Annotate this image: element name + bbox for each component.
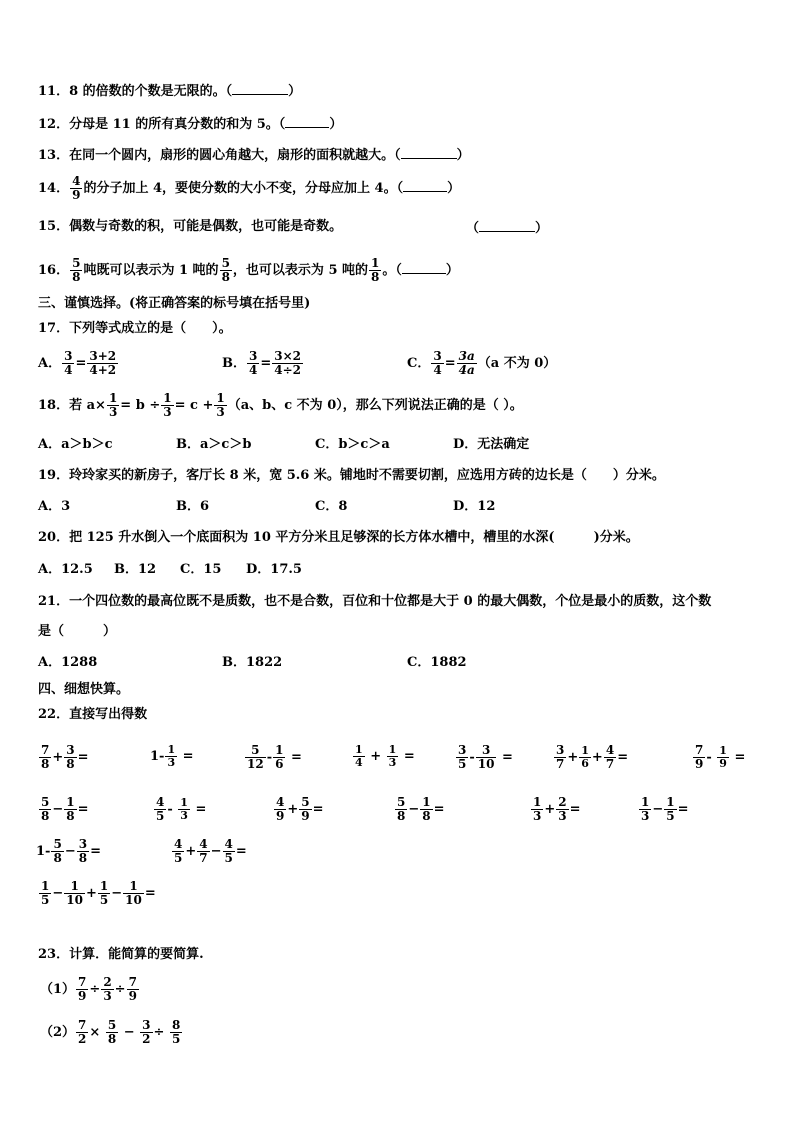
fraction: [457, 350, 477, 377]
operator: −: [652, 802, 664, 817]
denominator: 9: [301, 809, 310, 823]
question-14-text: 的分子加上 4，要使分数的大小不变，分母应加上 4。（: [83, 181, 404, 196]
equals-sign: =: [677, 802, 689, 817]
close-paren: ）: [329, 117, 343, 132]
fraction: [223, 838, 235, 865]
question-15: [38, 219, 342, 235]
denominator: 8: [422, 809, 431, 823]
denominator: 5: [224, 851, 233, 865]
operator: −: [52, 802, 64, 817]
fraction: [274, 796, 286, 823]
question-18: [38, 392, 523, 419]
fraction: [456, 744, 468, 771]
operator: -: [469, 750, 475, 765]
denominator: 10: [125, 893, 142, 907]
numerator: 1: [108, 391, 118, 405]
expr-14: [36, 838, 101, 865]
equals-sign: =: [182, 749, 194, 764]
text-segment: ，也可以表示为 5 吨的: [232, 263, 369, 278]
numerator: 7: [78, 975, 87, 989]
operator: +: [85, 886, 97, 901]
numerator: 1: [99, 879, 109, 893]
denominator: 3: [641, 809, 650, 823]
fraction: [639, 796, 651, 823]
denominator: 10: [66, 893, 83, 907]
fraction: [197, 838, 209, 865]
numerator: 1: [641, 795, 650, 809]
denominator: 2: [78, 1032, 87, 1046]
fraction: [664, 796, 676, 823]
operator: −: [111, 886, 123, 901]
question-20: 20．把 125 升水倒入一个底面积为 10 平方分米且足够深的长方体水槽中，槽里的水深( )分米。: [38, 530, 639, 545]
numerator: 3: [433, 349, 442, 363]
numerator: 5: [41, 795, 50, 809]
question-15-answer: [466, 219, 548, 237]
question-21: 21．一个四位数的最高位既不是质数，也不是合数，百位和十位都是大于 0 的最大偶数，个位是最小的质数，这个数: [38, 594, 712, 609]
expr-18: [40, 1019, 183, 1046]
option-21-b[interactable]: B．1822: [222, 655, 283, 670]
question-22: 22．直接写出得数: [38, 707, 148, 722]
denominator: 4a: [458, 363, 475, 377]
denominator: 8: [66, 757, 75, 771]
numerator: 1: [371, 256, 380, 270]
operator: ÷: [114, 982, 126, 997]
numerator: 3: [66, 743, 75, 757]
denominator: 4: [355, 756, 363, 769]
question-15-text: 15．偶数与奇数的积，可能是偶数，也可能是奇数。: [38, 219, 343, 234]
fraction: [39, 744, 51, 771]
operator: ×: [89, 1025, 101, 1040]
question-11: [38, 82, 301, 100]
close-paren: ）: [288, 84, 302, 99]
numerator: 4: [224, 837, 233, 851]
fraction: [431, 350, 443, 377]
denominator: 2: [142, 1032, 151, 1046]
numerator: 3: [476, 744, 497, 758]
option-21-c[interactable]: C．1882: [407, 655, 467, 670]
fraction: [39, 796, 51, 823]
equals-sign: =: [144, 886, 156, 901]
denominator: 10: [477, 757, 495, 771]
fraction: [77, 838, 89, 865]
denominator: 4÷2: [274, 363, 302, 377]
answer-blank[interactable]: [401, 146, 457, 159]
numerator: 1: [66, 795, 75, 809]
operator: ÷: [89, 982, 101, 997]
numerator: 1: [167, 743, 176, 756]
option-18-b[interactable]: B．a＞c＞b: [176, 437, 252, 452]
question-14: [38, 175, 460, 202]
fraction: [123, 880, 144, 907]
item-number: （1）: [40, 982, 76, 997]
answer-blank[interactable]: [285, 115, 329, 128]
operator: -: [706, 750, 712, 765]
numerator: 1: [719, 744, 727, 757]
numerator: 3: [78, 837, 88, 851]
option-20-c[interactable]: C．15: [180, 562, 222, 577]
question-19: 19．玲玲家买的新房子，客厅长 8 米，宽 5.6 米。铺地时不需要切割，应选用方砖的边长是（ ）分米。: [38, 468, 665, 483]
expr-9: [153, 796, 206, 823]
denominator: 3: [558, 809, 567, 823]
denominator: 7: [605, 757, 615, 771]
numerator: 1: [533, 795, 542, 809]
fraction: [353, 744, 365, 769]
denominator: 4: [433, 363, 442, 377]
expr-5: [455, 744, 513, 771]
option-18-a[interactable]: A．a＞b＞c: [38, 437, 113, 452]
denominator: 3: [108, 405, 118, 419]
fraction: [273, 744, 285, 771]
question-11-text: 11．8 的倍数的个数是无限的。（: [38, 84, 233, 99]
operand: 1-: [150, 749, 165, 764]
denominator: 5: [666, 809, 675, 823]
expr-11: [394, 796, 445, 823]
numerator: 1: [216, 391, 225, 405]
denominator: 12: [247, 757, 264, 771]
denominator: 9: [128, 989, 137, 1003]
numerator: 5: [397, 795, 406, 809]
numerator: 3: [249, 349, 258, 363]
equals-sign: =: [569, 802, 581, 817]
numerator: 1: [163, 391, 172, 405]
denominator: 8: [371, 270, 380, 284]
denominator: 3: [216, 405, 225, 419]
option-19-d[interactable]: D．12: [453, 499, 496, 514]
section-4-heading: 四、细想快算。: [38, 682, 130, 697]
operator: −: [123, 1025, 135, 1040]
expr-2: [150, 744, 194, 769]
equals-sign: =: [291, 750, 302, 765]
operator: -: [167, 802, 173, 817]
question-12: [38, 115, 342, 133]
denominator: 8: [72, 270, 81, 284]
denominator: 6: [581, 757, 589, 770]
option-17-b[interactable]: [222, 350, 304, 377]
numerator: 1: [275, 743, 284, 757]
expr-15: [171, 838, 247, 865]
fraction: [272, 350, 303, 377]
item-number: （2）: [40, 1025, 76, 1040]
question-number: 18．若 a×: [38, 398, 106, 413]
equals-sign: =: [617, 750, 629, 765]
section-3-heading: 三、谨慎选择。(将正确答案的标号填在括号里): [38, 296, 311, 311]
numerator: 1: [123, 880, 144, 894]
expr-13: [638, 796, 689, 823]
option-20-a[interactable]: A．12.5: [38, 562, 93, 577]
equals-sign: =: [260, 356, 272, 371]
answer-blank[interactable]: [402, 261, 446, 274]
operator: −: [64, 844, 76, 859]
numerator: 1: [64, 880, 85, 894]
denominator: 5: [171, 1032, 181, 1046]
operator: -: [266, 750, 273, 765]
expr-12: [530, 796, 581, 823]
fraction: [154, 796, 166, 823]
fraction: [64, 796, 76, 823]
operator: +: [567, 750, 579, 765]
option-18-d[interactable]: D．无法确定: [453, 437, 530, 452]
denominator: 3: [388, 756, 397, 769]
numerator: 1: [422, 795, 431, 809]
equals-sign: =: [235, 844, 247, 859]
equals-sign: =: [312, 802, 324, 817]
expr-10: [273, 796, 324, 823]
question-17: 17．下列等式成立的是（ ）。: [38, 321, 232, 336]
numerator: 4: [276, 795, 285, 809]
fraction: [299, 796, 311, 823]
option-19-b[interactable]: B．6: [176, 499, 210, 514]
option-18-c[interactable]: C．b＞c＞a: [315, 437, 390, 452]
equals-sign: =: [77, 802, 89, 817]
fraction: [395, 796, 407, 823]
fraction: [170, 1019, 182, 1046]
fraction: [247, 350, 259, 377]
expr-1: [38, 744, 89, 771]
numerator: 2: [558, 795, 567, 809]
fraction: [101, 976, 113, 1003]
denominator: 8: [78, 851, 88, 865]
expr-17: [40, 976, 140, 1003]
close-paren: ）: [445, 263, 459, 278]
option-17-a[interactable]: [38, 350, 119, 377]
fraction: [107, 392, 119, 419]
numerator: 3×2: [274, 349, 302, 363]
denominator: 3: [103, 989, 112, 1003]
numerator: 1: [666, 795, 675, 809]
fraction: [717, 745, 729, 770]
fraction: [87, 350, 118, 377]
equals-sign: =: [90, 844, 101, 859]
operator: −: [210, 844, 222, 859]
numerator: 7: [78, 1018, 87, 1032]
question-16: [38, 257, 459, 284]
fraction: [106, 1019, 118, 1046]
option-17-c[interactable]: [407, 350, 556, 377]
expr-4: [352, 744, 415, 769]
fraction: [62, 350, 74, 377]
fraction: [531, 796, 543, 823]
operator: −: [52, 886, 64, 901]
denominator: 4: [249, 363, 258, 377]
operator: +: [544, 802, 556, 817]
fraction: [98, 880, 110, 907]
denominator: 9: [78, 989, 87, 1003]
fraction: [693, 744, 705, 771]
numerator: 1: [41, 879, 50, 893]
denominator: 8: [66, 809, 75, 823]
fraction: [165, 744, 177, 769]
denominator: 8: [41, 809, 50, 823]
denominator: 8: [221, 270, 230, 284]
denominator: 4: [64, 363, 73, 377]
denominator: 8: [53, 851, 62, 865]
numerator: 8: [171, 1018, 181, 1032]
fraction: [604, 744, 616, 771]
denominator: 5: [458, 757, 467, 771]
denominator: 7: [556, 757, 565, 771]
denominator: 3: [163, 405, 172, 419]
text-segment: （a、b、c 不为 0），那么下列说法正确的是（ ）。: [227, 398, 523, 413]
equals-sign: =: [734, 750, 746, 765]
expr-16: [38, 880, 156, 907]
denominator: 9: [719, 757, 727, 770]
denominator: 5: [99, 893, 109, 907]
numerator: 5: [301, 795, 310, 809]
denominator: 5: [41, 893, 50, 907]
close-paren: ）: [535, 221, 549, 236]
option-19-c[interactable]: C．8: [315, 499, 348, 514]
operator: +: [287, 802, 299, 817]
option-note: （a 不为 0）: [477, 356, 557, 371]
fraction: [476, 744, 497, 771]
text-segment: = b ÷: [120, 398, 161, 413]
equals-sign: =: [77, 750, 89, 765]
numerator: 7: [695, 743, 704, 757]
answer-blank[interactable]: [232, 82, 288, 95]
equals-sign: =: [195, 802, 207, 817]
operator: +: [52, 750, 64, 765]
numerator: 4: [156, 795, 165, 809]
operator: −: [408, 802, 420, 817]
fraction: [420, 796, 432, 823]
answer-blank[interactable]: [479, 219, 535, 232]
fraction: [556, 796, 568, 823]
denominator: 3: [167, 756, 176, 769]
fraction: [245, 744, 266, 771]
close-paren: ）: [447, 181, 461, 196]
numerator: 3a: [458, 349, 475, 363]
numerator: 7: [41, 743, 50, 757]
fraction: [64, 880, 85, 907]
option-label: A．: [38, 356, 62, 371]
fraction: [554, 744, 566, 771]
equals-sign: =: [403, 749, 415, 764]
numerator: 4: [174, 837, 183, 851]
fraction: [579, 745, 591, 770]
option-19-a[interactable]: A．3: [38, 499, 71, 514]
numerator: 3+2: [89, 349, 117, 363]
numerator: 4: [199, 837, 208, 851]
operator: +: [591, 750, 603, 765]
expr-6: [553, 744, 628, 771]
denominator: 8: [107, 1032, 117, 1046]
numerator: 3: [458, 743, 467, 757]
fraction: [76, 1019, 88, 1046]
denominator: 6: [275, 757, 284, 771]
fraction: [70, 257, 82, 284]
option-21-a[interactable]: A．1288: [38, 655, 98, 670]
option-20-b[interactable]: B．12: [114, 562, 157, 577]
expr-3: [244, 744, 302, 771]
question-21-cont: 是（ ）: [38, 624, 117, 639]
fraction: [387, 744, 399, 769]
fraction: [220, 257, 232, 284]
numerator: 7: [128, 975, 137, 989]
question-13-text: 13．在同一个圆内，扇形的圆心角越大，扇形的面积就越大。（: [38, 148, 401, 163]
numerator: 1: [355, 743, 363, 756]
expr-7: [692, 744, 745, 771]
numerator: 4: [605, 743, 615, 757]
text-segment: 吨既可以表示为 1 吨的: [83, 263, 219, 278]
numerator: 4: [72, 174, 81, 188]
numerator: 5: [107, 1018, 117, 1032]
open-paren: （: [466, 221, 480, 236]
option-20-d[interactable]: D．17.5: [246, 562, 302, 577]
denominator: 7: [199, 851, 208, 865]
option-label: B．: [222, 356, 246, 371]
fraction: [51, 838, 63, 865]
denominator: 4+2: [89, 363, 117, 377]
fraction: [76, 976, 88, 1003]
denominator: 9: [695, 757, 704, 771]
option-label: C．: [407, 356, 431, 371]
question-number: 16．: [38, 263, 70, 278]
equals-sign: =: [75, 356, 87, 371]
fraction: [161, 392, 173, 419]
question-12-text: 12．分母是 11 的所有真分数的和为 5。（: [38, 117, 286, 132]
fraction: [369, 257, 381, 284]
fraction: [127, 976, 139, 1003]
numerator: 5: [72, 256, 81, 270]
operator: +: [185, 844, 197, 859]
close-paren: ）: [456, 148, 470, 163]
numerator: 1: [581, 744, 589, 757]
fraction: [39, 880, 51, 907]
numerator: 1: [180, 796, 188, 809]
fraction: [214, 392, 226, 419]
denominator: 3: [533, 809, 542, 823]
numerator: 3: [64, 349, 73, 363]
fraction: [172, 838, 184, 865]
denominator: 9: [276, 809, 285, 823]
numerator: 5: [53, 837, 62, 851]
numerator: 5: [221, 256, 230, 270]
numerator: 1: [388, 743, 397, 756]
text-segment: = c +: [174, 398, 214, 413]
operand: 1-: [36, 844, 51, 859]
operator: +: [370, 749, 382, 764]
numerator: 3: [556, 743, 565, 757]
denominator: 5: [156, 809, 165, 823]
equals-sign: =: [502, 750, 513, 765]
question-number: 14．: [38, 181, 70, 196]
equals-sign: =: [433, 802, 445, 817]
fraction: [70, 175, 82, 202]
numerator: 3: [142, 1018, 151, 1032]
equals-sign: =: [444, 356, 456, 371]
fraction: [178, 797, 190, 822]
text-segment: 。（: [382, 263, 402, 278]
answer-blank[interactable]: [403, 179, 447, 192]
denominator: 3: [180, 809, 188, 822]
denominator: 5: [174, 851, 183, 865]
denominator: 9: [72, 188, 81, 202]
question-13: [38, 146, 470, 164]
question-23: 23．计算．能简算的要简算.: [38, 947, 204, 962]
fraction: [64, 744, 76, 771]
numerator: 2: [103, 975, 112, 989]
expr-8: [38, 796, 89, 823]
numerator: 5: [245, 744, 266, 758]
denominator: 8: [41, 757, 50, 771]
operator: ÷: [153, 1025, 165, 1040]
denominator: 8: [397, 809, 406, 823]
fraction: [140, 1019, 152, 1046]
